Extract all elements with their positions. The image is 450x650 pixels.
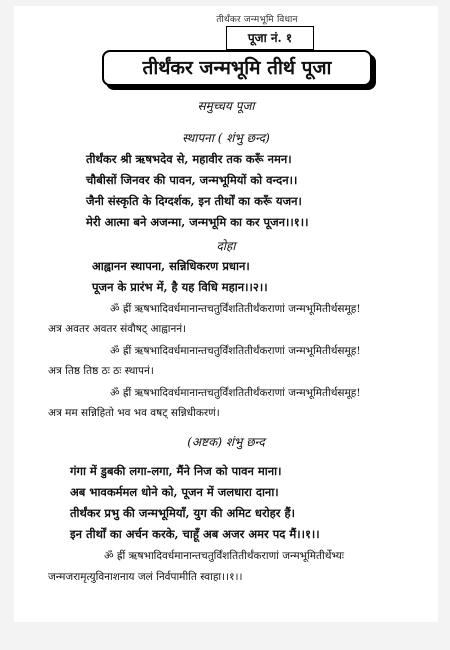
mantra-3-line-2: अत्र मम सन्निहितो भव भव वषट् सन्निधीकरणं। (48, 407, 220, 419)
ashtak-verse-3: तीर्थंकर प्रभु की जन्मभूमियाँ, युग की अमिट धरोहर हैं। (70, 506, 295, 520)
mantra-2-line-1: ॐ ह्रीं ऋषभादिवर्धमानान्तचतुर्विंशतितीर्थंकराणां जन्मभूमितीर्थसमूह! (110, 345, 361, 357)
ashtak-verse-1: गंगा में डुबकी लगा-लगा, मैंने निज को पावन माना। (70, 464, 282, 478)
sthapana-verse-1: तीर्थंकर श्री ऋषभदेव से, महावीर तक करूँ नमन। (86, 152, 292, 166)
doha-verse-1: आह्वानन स्थापना, सन्निधिकरण प्रधान। (92, 259, 250, 273)
mantra-1-line-2: अत्र अवतर अवतर संवौषट् आह्वाननं। (48, 323, 187, 335)
doha-verse-2: पूजन के प्रारंभ में, है यह विधि महान।।२।। (92, 280, 268, 294)
ashtak-mantra-line-1: ॐ ह्रीं ऋषभादिवर्धमानान्तचतुर्विंशतितीर्थंकराणां जन्मभूमितीर्थेभ्यः (104, 550, 345, 562)
subtitle: समुच्चय पूजा (197, 99, 255, 113)
sthapana-heading: स्थापना ( शंभु छन्द) (182, 131, 270, 145)
ashtak-heading: (अष्टक) शंभु छन्द (187, 435, 265, 449)
page-title: तीर्थंकर जन्मभूमि तीर्थ पूजा (102, 50, 372, 86)
mantra-1-line-1: ॐ ह्रीं ऋषभादिवर्धमानान्तचतुर्विंशतितीर्थंकराणां जन्मभूमितीर्थसमूह! (110, 303, 361, 315)
ashtak-verse-4: इन तीर्थों का अर्चन करके, चाहूँ अब अजर अमर पद मैं।।१।। (70, 527, 320, 541)
book-page (14, 6, 438, 622)
mantra-3-line-1: ॐ ह्रीं ऋषभादिवर्धमानान्तचतुर्विंशतितीर्थंकराणां जन्मभूमितीर्थसमूह! (110, 387, 361, 399)
ashtak-verse-2: अब भावकर्ममल धोने को, पूजन में जलधारा दाना। (70, 485, 279, 499)
running-head: तीर्थंकर जन्मभूमि विधान (216, 15, 298, 25)
mantra-2-line-2: अत्र तिष्ठ तिष्ठ ठः ठः स्थापनं। (48, 365, 154, 377)
ashtak-mantra-line-2: जन्मजरामृत्युविनाशनाय जलं निर्वपामीति स्वाहा।।१।। (48, 571, 243, 583)
sthapana-verse-2: चौबीसों जिनवर की पावन, जन्मभूमियों को वन्दन।। (86, 173, 298, 187)
sthapana-verse-3: जैनी संस्कृति के दिग्दर्शक, इन तीर्थों का करूँ यजन। (86, 194, 302, 208)
puja-number-tag: पूजा नं. १ (226, 26, 314, 50)
sthapana-verse-4: मेरी आत्मा बने अजन्मा, जन्मभूमि का कर पूजन।।१।। (86, 215, 309, 229)
doha-heading: दोहा (216, 239, 236, 253)
